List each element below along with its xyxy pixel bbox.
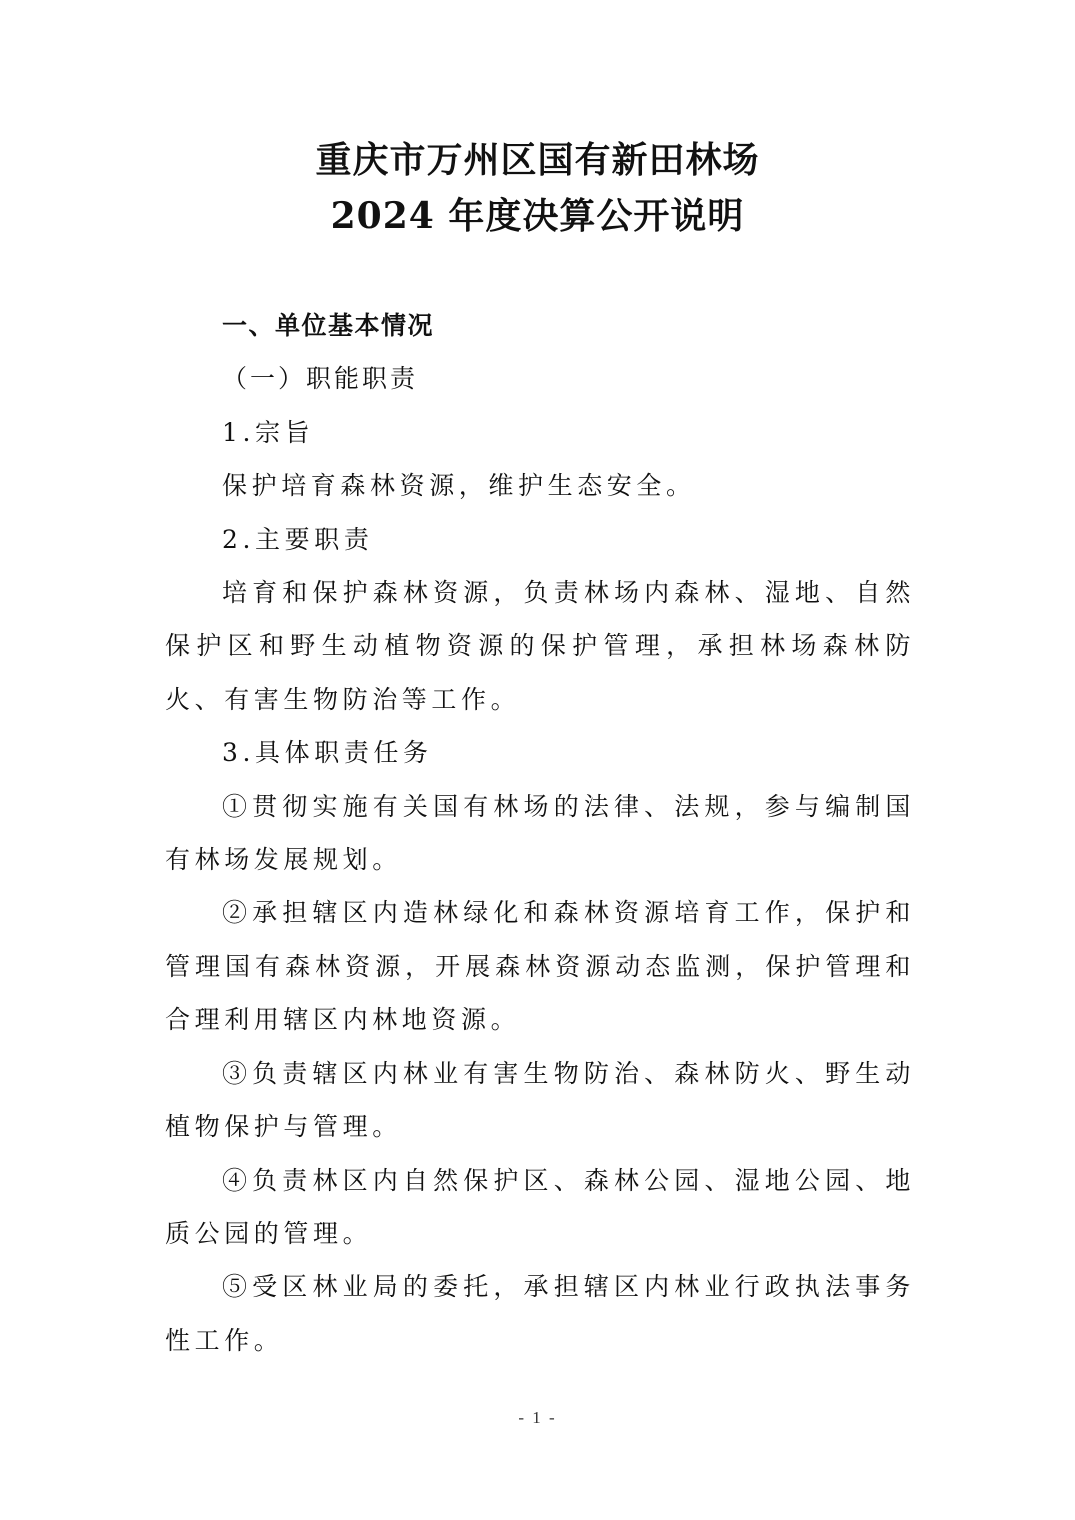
item-heading: 2.主要职责 bbox=[222, 524, 374, 554]
title-line-1: 重庆市万州区国有新田林场 bbox=[315, 139, 760, 181]
item-heading: 1.宗旨 bbox=[222, 417, 315, 447]
task-paragraph: ③负责辖区内林业有害生物防治、森林防火、野生动植物保护与管理。 bbox=[165, 1058, 915, 1142]
paragraph: 培育和保护森林资源，负责林场内森林、湿地、自然保护区和野生动植物资源的保护管理，承担林场森林防火、有害生物防治等工作。 bbox=[165, 578, 915, 714]
paragraph: 保护培育森林资源，维护生态安全。 bbox=[222, 471, 696, 501]
task-paragraph: ⑤受区林业局的委托，承担辖区内林业行政执法事务性工作。 bbox=[165, 1272, 915, 1355]
document-body bbox=[165, 299, 915, 1367]
task-paragraph: ①贯彻实施有关国有林场的法律、法规，参与编制国有林场发展规划。 bbox=[165, 791, 915, 875]
section-heading: 一、单位基本情况 bbox=[222, 311, 435, 340]
subsection-heading: （一）职能职责 bbox=[222, 364, 419, 394]
task-paragraph: ②承担辖区内造林绿化和森林资源培育工作，保护和管理国有森林资源，开展森林资源动态监测，保护管理和合理利用辖区内林地资源。 bbox=[165, 898, 915, 1035]
task-paragraph: ④负责林区内自然保护区、森林公园、湿地公园、地质公园的管理。 bbox=[165, 1165, 915, 1248]
item-heading: 3.具体职责任务 bbox=[222, 738, 433, 768]
document-title bbox=[0, 132, 1075, 244]
title-line-2: 2024 年度决算公开说明 bbox=[330, 195, 745, 237]
page-number: - 1 - bbox=[518, 1408, 557, 1427]
